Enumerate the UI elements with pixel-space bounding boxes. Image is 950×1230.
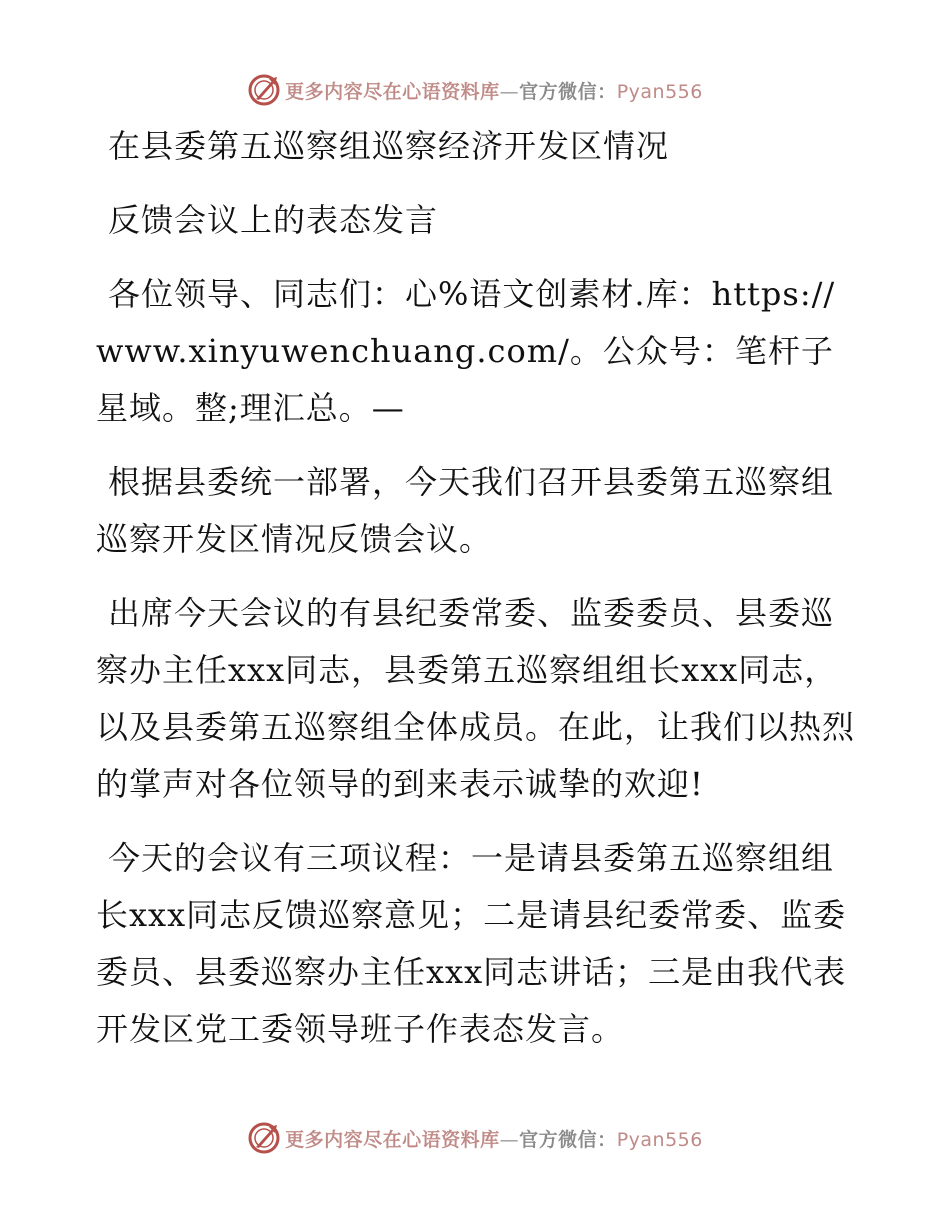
watermark-text xyxy=(285,77,703,104)
watermark-main-text: 更多内容尽在心语资料库 xyxy=(285,1128,500,1151)
quill-logo-icon xyxy=(247,1121,281,1155)
document-title-line-2: 反馈会议上的表态发言 xyxy=(108,201,439,239)
page-footer-watermark xyxy=(0,1118,950,1158)
watermark-text xyxy=(285,1125,703,1152)
paragraph-greeting: 各位领导、同志们：心%语文创素材.库：https://www.xinyuwenchuang.com/。公众号：笔杆子星域。整;理汇总。— xyxy=(96,275,836,427)
paragraph-opening: 根据县委统一部署，今天我们召开县委第五巡察组巡察开发区情况反馈会议。 xyxy=(96,463,835,558)
watermark-wechat-id: Pyan556 xyxy=(616,1128,703,1151)
watermark-dash: — xyxy=(499,1128,520,1151)
paragraph-attendees: 出席今天会议的有县纪委常委、监委委员、县委巡察办主任xxx同志，县委第五巡察组组长xxx同志，以及县委第五巡察组全体成员。在此，让我们以热烈的掌声对各位领导的到来表示诚挚的欢迎! xyxy=(96,594,856,803)
watermark-main-text: 更多内容尽在心语资料库 xyxy=(285,80,500,103)
document-body xyxy=(96,118,856,1058)
quill-logo-icon xyxy=(247,73,281,107)
watermark-official-label: 官方微信： xyxy=(519,1128,617,1151)
watermark-dash: — xyxy=(499,80,520,103)
paragraph-agenda: 今天的会议有三项议程：一是请县委第五巡察组组长xxx同志反馈巡察意见；二是请县纪委常委、监委委员、县委巡察办主任xxx同志讲话；三是由我代表开发区党工委领导班子作表态发言。 xyxy=(96,839,847,1048)
document-title-line-1: 在县委第五巡察组巡察经济开发区情况 xyxy=(108,127,670,165)
watermark-official-label: 官方微信： xyxy=(519,80,617,103)
page-header-watermark xyxy=(0,70,950,110)
watermark-wechat-id: Pyan556 xyxy=(616,80,703,103)
